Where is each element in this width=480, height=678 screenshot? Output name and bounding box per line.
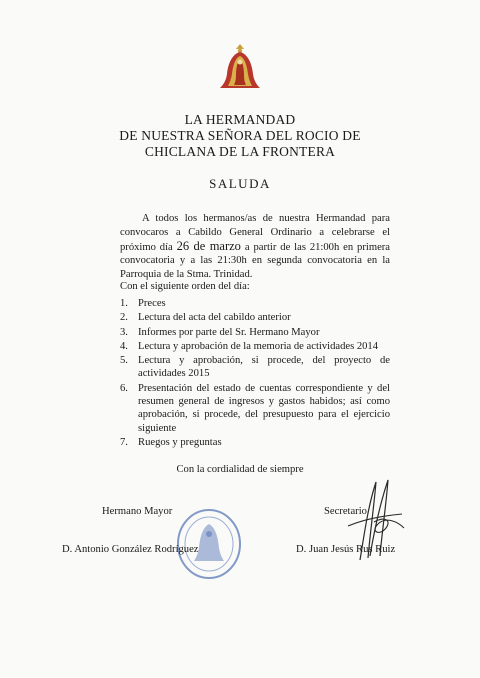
agenda-item-text: Presentación del estado de cuentas correspondiente y del resumen general de ingresos y gastos habidos; así como aprobación, si procede, del presupuesto para el ejercicio siguiente <box>138 382 390 434</box>
convocation-text-part-1: A todos los hermanos/as de nuestra Hermandad para convocaros a Cabildo General Ordinario a celebrarse el próximo día <box>120 213 390 253</box>
agenda-item <box>120 340 390 353</box>
brotherhood-title-line-1: LA HERMANDAD <box>184 112 296 127</box>
agenda-item-number: 1. <box>120 298 128 309</box>
agenda-item-text: Ruegos y preguntas <box>138 436 222 448</box>
president-role: Hermano Mayor <box>102 506 173 517</box>
agenda-item-text: Lectura y aprobación de la memoria de actividades 2014 <box>138 340 379 352</box>
agenda-item-number: 6. <box>120 382 128 394</box>
agenda-item-text: Lectura del acta del cabildo anterior <box>138 312 291 324</box>
closing-line: Con la cordialidad de siempre <box>176 464 304 475</box>
agenda-item-text: Preces <box>138 298 166 309</box>
brotherhood-title-line-2: DE NUESTRA SEÑORA DEL ROCIO DE <box>119 128 361 143</box>
secretary-role: Secretario <box>324 506 367 517</box>
greeting-heading: SALUDA <box>209 176 271 191</box>
agenda-item-number: 7. <box>120 436 128 448</box>
agenda-item-number: 3. <box>120 326 128 338</box>
agenda-item <box>120 354 390 381</box>
agenda-item <box>120 311 390 324</box>
convocation-paragraph <box>120 212 390 282</box>
agenda-intro: Con el siguiente orden del día: <box>120 281 250 292</box>
brotherhood-title-line-3: CHICLANA DE LA FRONTERA <box>144 144 336 159</box>
agenda-item <box>120 382 390 435</box>
president-name: D. Antonio González Rodríguez <box>62 544 199 555</box>
agenda-item-number: 2. <box>120 312 128 324</box>
agenda-item-text: Lectura y aprobación, si procede, del proyecto de actividades 2015 <box>138 355 390 380</box>
agenda-item <box>120 326 390 339</box>
convocation-text-part-2: a partir de las 21:00h en primera convocatoria y a las 21:30h en segunda convocatoria en la Parroquia de la Stma. Trinidad. <box>120 241 391 281</box>
agenda-item-text: Informes por parte del Sr. Hermano Mayor <box>138 326 320 338</box>
agenda-list <box>120 297 390 450</box>
meeting-date: 26 de marzo <box>176 238 241 253</box>
agenda-item-number: 4. <box>120 340 128 352</box>
secretary-name: D. Juan Jesús Rus Ruiz <box>296 544 396 555</box>
agenda-item <box>120 297 390 310</box>
agenda-item-number: 5. <box>120 355 128 367</box>
agenda-item <box>120 436 390 449</box>
virgin-del-rocio-emblem-icon <box>218 42 262 90</box>
